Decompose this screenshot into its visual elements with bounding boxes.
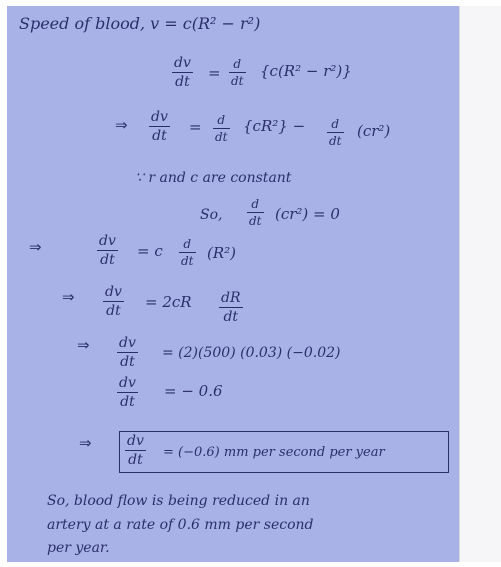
conclusion-line-1: So, blood flow is being reduced in an: [47, 493, 310, 509]
equals-2cR: = 2cR: [145, 293, 192, 311]
fraction-d-dt: d dt: [215, 113, 228, 145]
fraction-d-dt: d dt: [181, 237, 194, 269]
conclusion-line-3: per year.: [47, 540, 110, 556]
term-cr2: (cr²): [357, 122, 391, 140]
fraction-dv-dt: dv dt: [119, 375, 136, 411]
derivative-zero: (cr²) = 0: [275, 205, 340, 223]
fraction-dv-dt: dv dt: [105, 284, 122, 320]
result-value: = − 0.6: [164, 382, 223, 400]
conclusion-line-2: artery at a rate of 0.6 mm per second: [47, 517, 314, 533]
fraction-dv-dt: dv dt: [127, 433, 144, 469]
problem-statement: Speed of blood, v = c(R² − r²): [19, 14, 261, 33]
fraction-dv-dt: dv dt: [174, 55, 191, 91]
term-cR2: {cR²} −: [243, 117, 306, 135]
implies-arrow: ⇒: [115, 116, 128, 134]
equals-sign: =: [189, 118, 202, 136]
fraction-d-dt: d dt: [329, 117, 342, 149]
constants-note: ∵ r and c are constant: [135, 170, 292, 186]
equals-sign: =: [208, 64, 221, 82]
equals-c: = c: [137, 242, 163, 260]
so-label: So,: [200, 207, 223, 223]
implies-arrow: ⇒: [77, 336, 90, 354]
implies-arrow: ⇒: [79, 434, 92, 452]
fraction-dv-dt: dv dt: [99, 233, 116, 269]
term-R2: (R²): [207, 244, 237, 262]
implies-arrow: ⇒: [62, 288, 75, 306]
implies-arrow: ⇒: [29, 238, 42, 256]
right-margin-panel: [459, 6, 501, 562]
fraction-dv-dt: dv dt: [119, 335, 136, 371]
handwritten-solution-page: [7, 6, 459, 562]
fraction-dv-dt: dv dt: [151, 109, 168, 145]
fraction-d-dt: d dt: [249, 197, 262, 229]
fraction-d-dt: d dt: [231, 57, 244, 89]
final-answer: = (−0.6) mm per second per year: [163, 445, 385, 460]
expression-braces: {c(R² − r²)}: [260, 62, 352, 80]
numeric-substitution: = (2)(500) (0.03) (−0.02): [162, 345, 341, 361]
fraction-dR-dt: dR dt: [221, 290, 241, 326]
